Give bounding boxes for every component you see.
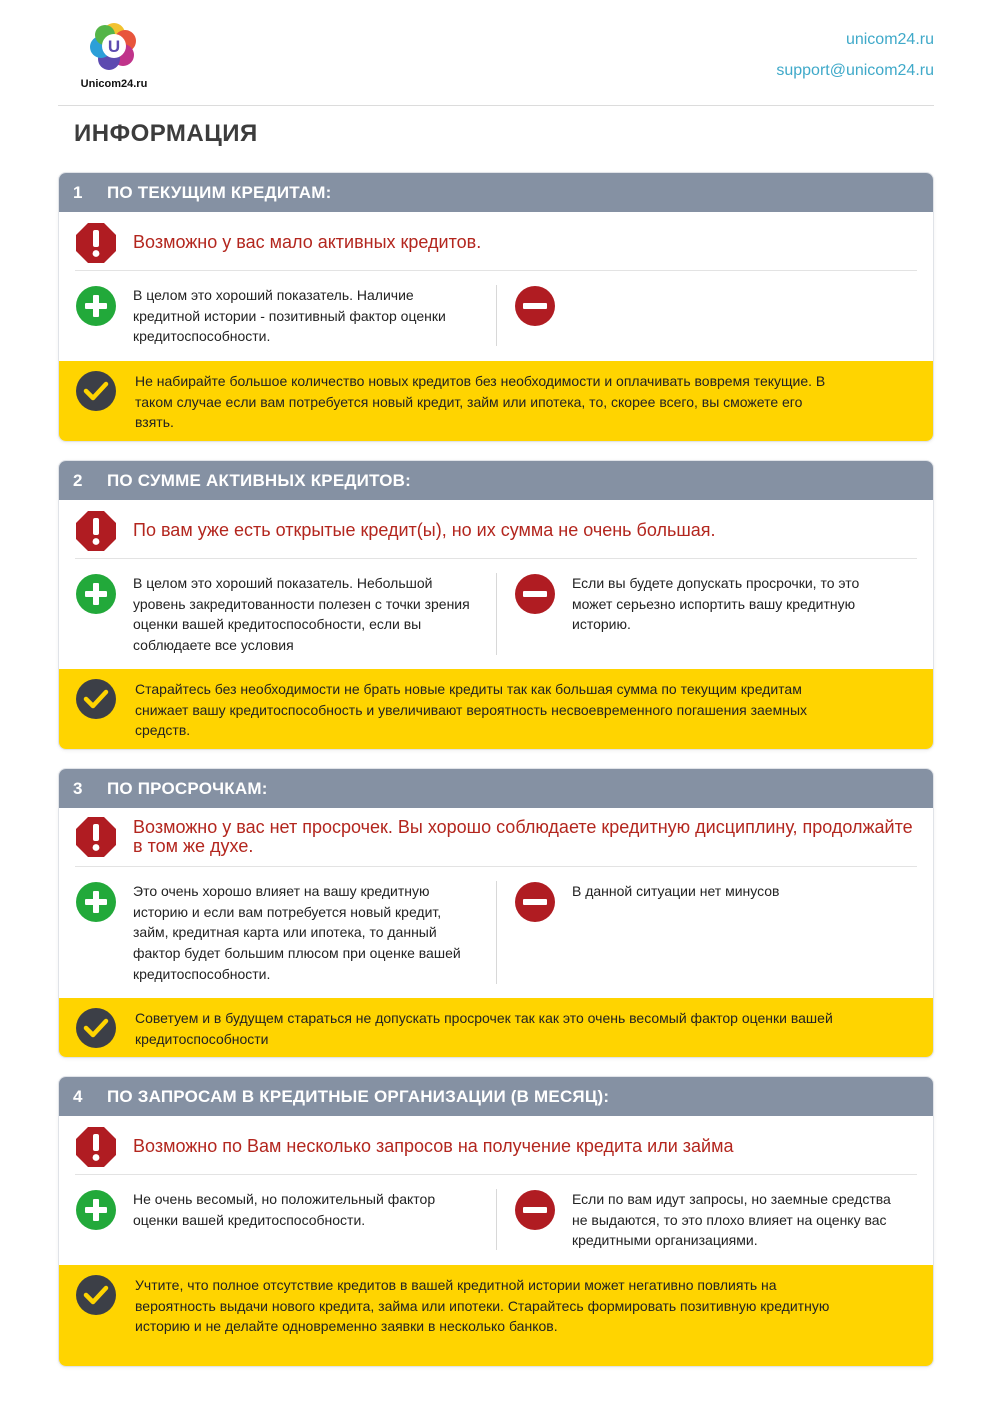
logo[interactable] [74, 20, 154, 90]
site-link[interactable]: unicom24.ru [845, 31, 934, 48]
section-header [59, 461, 933, 500]
section-header [59, 769, 933, 808]
pros-cons-row [75, 1175, 917, 1264]
pros-text: Это очень хорошо влияет на вашу кредитную историю и если вам потребуется новый кредит, займ, кредитная карта или ипотека, то данный фактор будет большим плюсом при оценке вашей кредитоспособности. [133, 883, 461, 982]
section-overdue [58, 768, 934, 1058]
plus-icon [75, 1189, 117, 1231]
warning-icon [75, 1126, 117, 1168]
minus-icon [514, 573, 556, 615]
warning-icon [75, 816, 117, 858]
plus-icon [75, 881, 117, 923]
pros-cons-row [75, 867, 917, 998]
section-header [59, 1077, 933, 1116]
section-number: 1 [73, 182, 83, 202]
warning-text: Возможно у вас мало активных кредитов. [133, 232, 482, 252]
cons-text: Если вы будете допускать просрочки, то это может серьезно испортить вашу кредитную историю. [572, 575, 860, 633]
svg-text:U: U [107, 37, 121, 56]
plus-icon [75, 573, 117, 615]
warning-text: Возможно по Вам несколько запросов на получение кредита или займа [133, 1136, 734, 1156]
advice-block [59, 998, 933, 1057]
section-number: 3 [73, 778, 83, 798]
check-icon [75, 370, 117, 412]
logo-mark-icon [88, 20, 140, 72]
section-header [59, 173, 933, 212]
cons-text: Если по вам идут запросы, но заемные средства не выдаются, то это плохо влияет на оценку вас кредитными организациями. [572, 1191, 891, 1249]
section-number: 2 [73, 470, 83, 490]
section-current-credits [58, 172, 934, 442]
section-credit-requests [58, 1076, 934, 1367]
section-title: ПО ПРОСРОЧКАМ: [107, 778, 268, 798]
check-icon [75, 678, 117, 720]
warning-row [75, 808, 917, 867]
warning-text: По вам уже есть открытые кредит(ы), но их сумма не очень большая. [133, 520, 716, 540]
column-divider [496, 573, 497, 655]
advice-block [59, 669, 933, 749]
minus-icon [514, 285, 556, 327]
warning-row [75, 500, 917, 559]
warning-row [75, 1116, 917, 1175]
check-icon [75, 1274, 117, 1316]
page-title: ИНФОРМАЦИЯ [74, 120, 258, 147]
section-title: ПО ТЕКУЩИМ КРЕДИТАМ: [107, 182, 332, 202]
logo-text: Unicom24.ru [80, 78, 148, 90]
advice-text: Учтите, что полное отсутствие кредитов в вашей кредитной истории может негативно повлиять на вероятность выдачи нового кредита, займа или ипотеки. Старайтесь формировать позитивную кредитную историю и не делайте одновременно заявки в несколько банков. [135, 1277, 830, 1335]
warning-row [75, 212, 917, 271]
pros-text: В целом это хороший показатель. Наличие кредитной истории - позитивный фактор оценки кредитоспособности. [133, 287, 446, 345]
advice-text: Советуем и в будущем стараться не допускать просрочек так как это очень весомый фактор оценки вашей кредитоспособности [135, 1010, 833, 1047]
pros-column [75, 881, 475, 985]
email-link[interactable]: support@unicom24.ru [776, 62, 934, 79]
section-number: 4 [73, 1086, 83, 1106]
column-divider [496, 1189, 497, 1250]
cons-text: В данной ситуации нет минусов [572, 883, 780, 899]
minus-icon [514, 1189, 556, 1231]
minus-icon [514, 881, 556, 923]
warning-icon [75, 222, 117, 264]
pros-column [75, 1189, 475, 1230]
pros-cons-row [75, 559, 917, 669]
pros-column [75, 573, 475, 656]
advice-block [59, 1265, 933, 1366]
warning-text: Возможно у вас нет просрочек. Вы хорошо соблюдаете кредитную дисциплину, продолжайте в том же духе. [133, 817, 913, 856]
pros-text: Не очень весомый, но положительный фактор оценки вашей кредитоспособности. [133, 1191, 436, 1228]
column-divider [496, 285, 497, 346]
warning-icon [75, 510, 117, 552]
column-divider [496, 881, 497, 984]
check-icon [75, 1007, 117, 1049]
page-header [58, 0, 934, 106]
plus-icon [75, 285, 117, 327]
cons-column [514, 881, 899, 902]
cons-column [514, 1189, 899, 1251]
pros-cons-row [75, 271, 917, 360]
pros-column [75, 285, 475, 347]
section-title: ПО ЗАПРОСАМ В КРЕДИТНЫЕ ОРГАНИЗАЦИИ (В МЕСЯЦ): [107, 1086, 610, 1106]
advice-block [59, 361, 933, 441]
cons-column [514, 573, 899, 635]
section-active-credits-sum [58, 460, 934, 750]
section-title: ПО СУММЕ АКТИВНЫХ КРЕДИТОВ: [107, 470, 412, 490]
contacts [776, 24, 934, 86]
advice-text: Старайтесь без необходимости не брать новые кредиты так как большая сумма по текущим кредитам снижает вашу кредитоспособность и увеличивают вероятность несвоевременного погашения заемных средств. [135, 681, 808, 739]
pros-text: В целом это хороший показатель. Небольшой уровень закредитованности полезен с точки зрения оценки вашей кредитоспособности, если вы соблюдаете все условия [133, 575, 470, 654]
advice-text: Не набирайте большое количество новых кредитов без необходимости и оплачивать вовремя текущие. В таком случае если вам потребуется новый кредит, займ или ипотека, то, скорее всего, вы сможете его взять. [135, 373, 826, 431]
